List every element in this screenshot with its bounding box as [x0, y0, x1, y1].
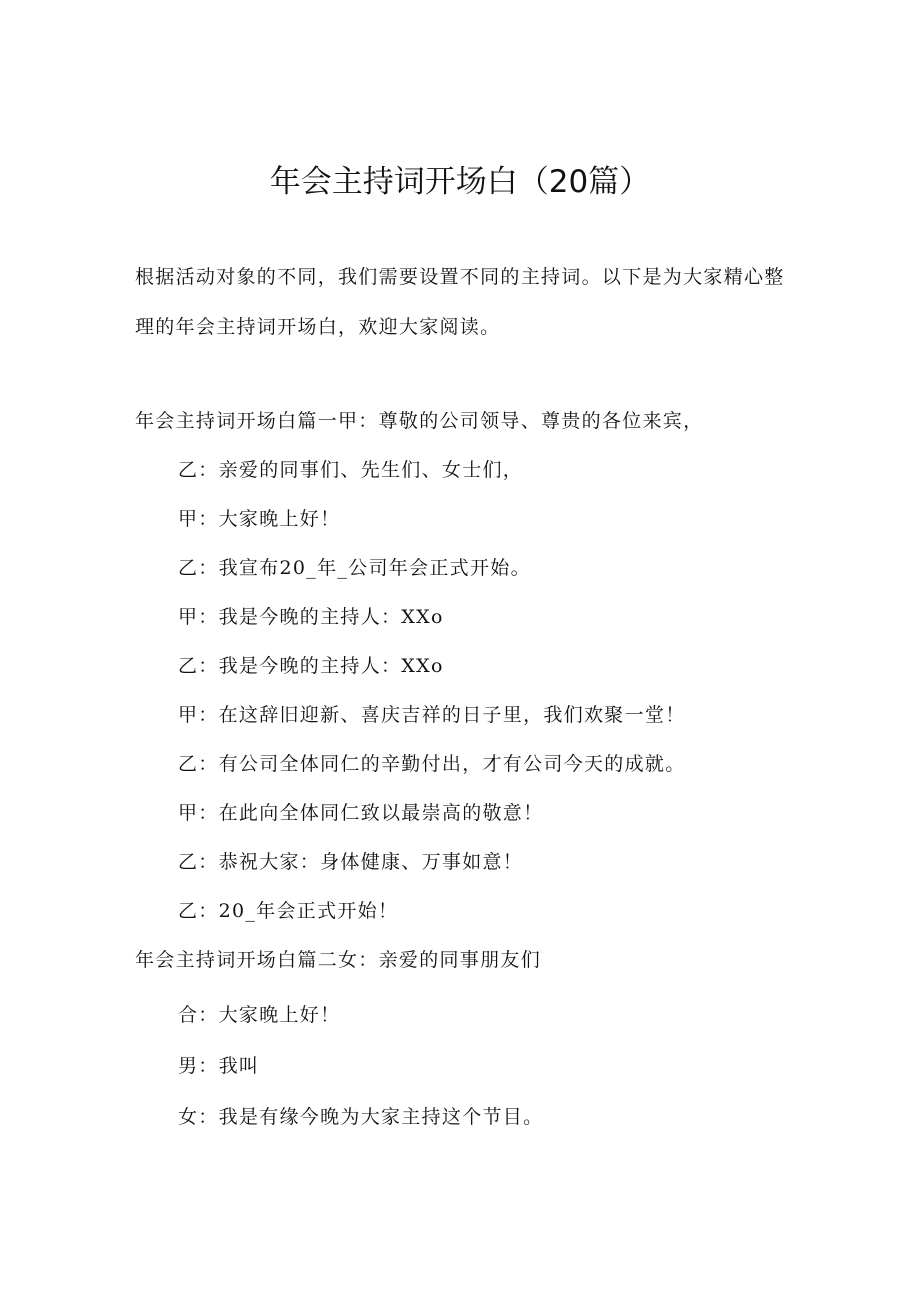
dialogue-line: 乙：有公司全体同仁的辛勤付出，才有公司今天的成就。 [178, 753, 686, 775]
section-1-heading: 年会主持词开场白篇一甲：尊敬的公司领导、尊贵的各位来宾， [135, 410, 704, 432]
intro-line-2: 理的年会主持词开场白，欢迎大家阅读。 [135, 316, 501, 338]
dialogue-line: 男：我叫 [178, 1055, 260, 1077]
dialogue-line: 甲：在此向全体同仁致以最崇高的敬意！ [178, 802, 544, 824]
intro-line-1: 根据活动对象的不同，我们需要设置不同的主持词。以下是为大家精心整 [135, 266, 785, 288]
dialogue-line: 乙：我宣布20_年_公司年会正式开始。 [178, 557, 531, 579]
dialogue-line: 乙：我是今晚的主持人：XXo [178, 655, 444, 677]
dialogue-line: 乙：恭祝大家：身体健康、万事如意！ [178, 851, 524, 873]
page-title: 年会主持词开场白（20篇） [269, 164, 651, 200]
dialogue-line: 乙：亲爱的同事们、先生们、女士们， [178, 459, 524, 481]
dialogue-line: 女：我是有缘今晚为大家主持这个节目。 [178, 1106, 544, 1128]
dialogue-line: 甲：大家晚上好！ [178, 508, 341, 530]
dialogue-line: 合：大家晚上好！ [178, 1004, 341, 1026]
section-2-heading: 年会主持词开场白篇二女：亲爱的同事朋友们 [135, 949, 542, 971]
dialogue-line: 乙：20_年会正式开始！ [178, 900, 399, 922]
dialogue-line: 甲：在这辞旧迎新、喜庆吉祥的日子里，我们欢聚一堂！ [178, 704, 686, 726]
dialogue-line: 甲：我是今晚的主持人：XXo [178, 606, 444, 628]
